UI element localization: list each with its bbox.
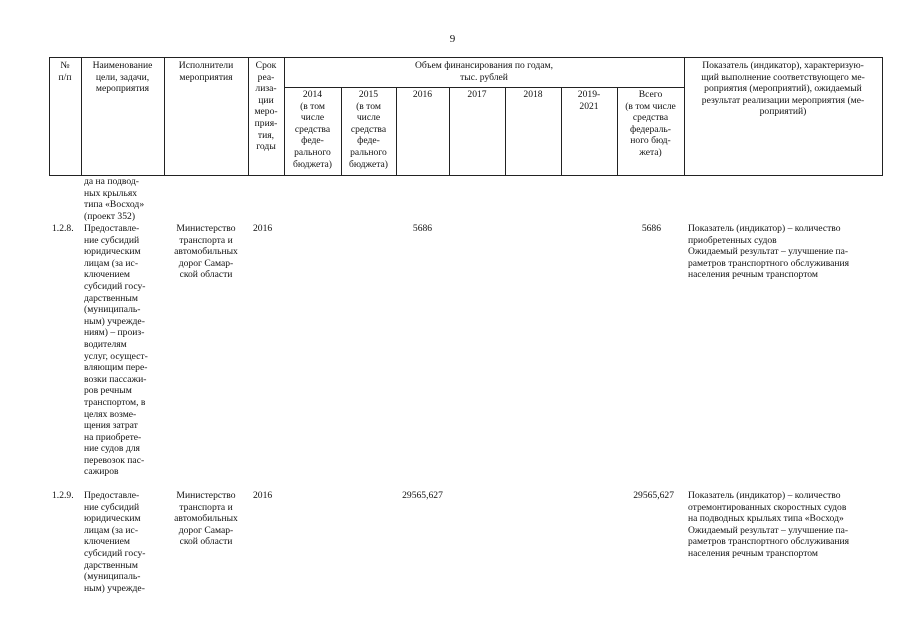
- table-row-term: 2016: [253, 223, 273, 234]
- table-row-num: 1.2.9.: [52, 490, 74, 501]
- table-row-indicator: Показатель (индикатор) – количество отремонтированных скоростных судов на подводных крыльях типа «Восход» Ожидаемый результат – улучшение па- раметров транспортного обслуживания населения речным транспортом: [688, 490, 850, 559]
- header-year-2014: 2014 (в том числе средства феде- рального бюджета): [293, 89, 332, 170]
- table-row-2016: 29565,627: [402, 490, 443, 501]
- header-year-2015: 2015 (в том числе средства феде- рального бюджета): [349, 89, 388, 170]
- header-year-2017: 2017: [467, 89, 487, 100]
- header-year-2018: 2018: [523, 89, 543, 100]
- funding-subheader-line: [284, 87, 684, 88]
- header-executors: Исполнители мероприятия: [178, 60, 234, 83]
- header-bottom-border: [49, 175, 883, 176]
- table-row-indicator: Показатель (индикатор) – количество приобретенных судов Ожидаемый результат – улучшение па- раметров транспортного обслуживания населения речным транспортом: [688, 223, 850, 281]
- page-number: 9: [449, 33, 456, 45]
- header-year-2019-2021: 2019- 2021: [577, 89, 601, 112]
- table-row-2016: 5686: [412, 223, 433, 234]
- header-total: Всего (в том числе средства федераль- ного бюд- жета): [625, 89, 676, 158]
- header-name: Наименование цели, задачи, мероприятия: [92, 60, 153, 95]
- table-row-total: 29565,627: [633, 490, 674, 501]
- table-row-executor: Министерство транспорта и автомобильных дорог Самар- ской области: [174, 223, 238, 281]
- table-row-term: 2016: [253, 490, 273, 501]
- table-row-name: Предоставле- ние субсидий юридическим лицам (за ис- ключением субсидий госу- дарственным (муниципаль- ным) учрежде- ниям) – произ- водителям услуг, осущест- вляющим пере- возки пассажи- ров речным транспортом, в целях возме- щения затрат на приобрете- ние судов для перевозок пас- сажиров: [84, 223, 148, 478]
- header-indicator: Показатель (индикатор), характеризую- щий выполнение соответствующего ме- роприятия (мероприятий), ожидаемый результат реализации мероприятия (ме- роприятий): [701, 60, 865, 118]
- table-top-border: [49, 57, 883, 58]
- header-num: № п/п: [58, 60, 72, 83]
- header-funding-title: Объем финансирования по годам, тыс. рублей: [414, 60, 554, 83]
- table-row-total: 5686: [641, 223, 661, 234]
- continuation-name: да на подвод- ных крыльях типа «Восход» (проект 352): [84, 176, 145, 222]
- table-row-executor: Министерство транспорта и автомобильных дорог Самар- ской области: [174, 490, 238, 548]
- table-right-border: [882, 57, 883, 175]
- table-row-num: 1.2.8.: [52, 223, 74, 234]
- header-term: Срок реа- лиза- ции меро- прия- тия, годы: [254, 60, 278, 153]
- table-row-name: Предоставле- ние субсидий юридическим лицам (за ис- ключением субсидий госу- дарственным (муниципаль- ным) учрежде-: [84, 490, 146, 594]
- header-year-2016: 2016: [412, 89, 433, 100]
